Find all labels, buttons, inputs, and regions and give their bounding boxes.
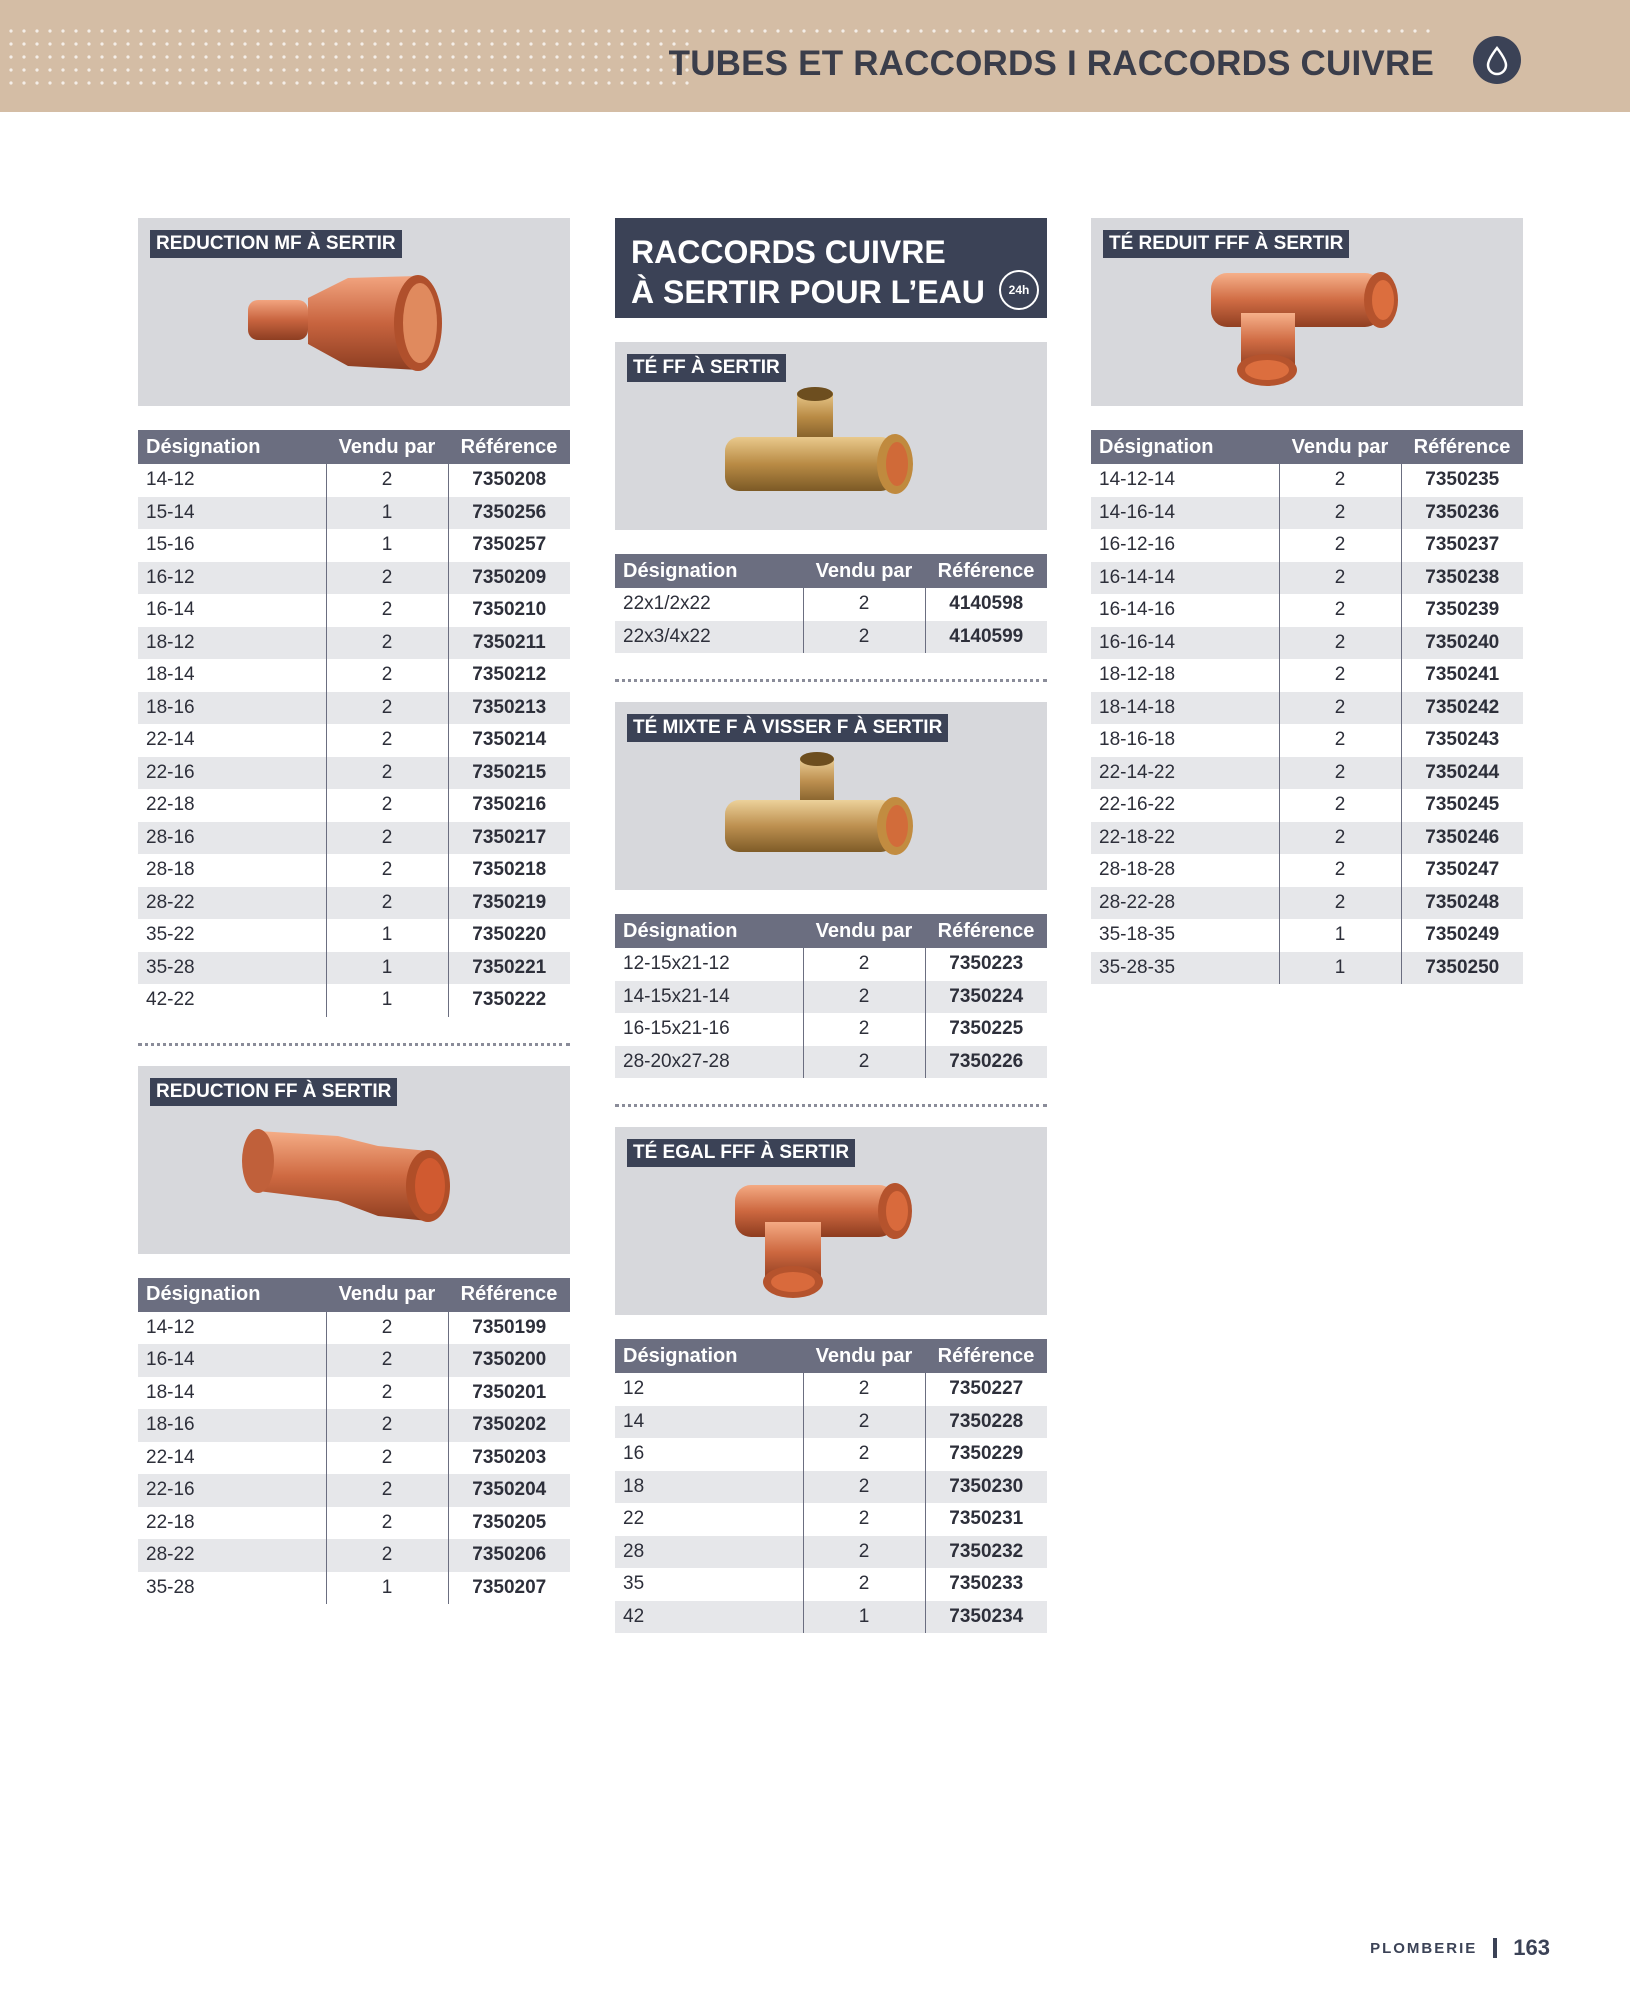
designation-cell: 42-22 <box>146 989 195 1011</box>
vendu-par-cell: 2 <box>1279 562 1401 595</box>
table-row <box>138 757 570 790</box>
table-row <box>138 627 570 660</box>
table-row <box>138 724 570 757</box>
vendu-par-cell: 1 <box>326 529 448 562</box>
reference-cell: 7350203 <box>448 1442 570 1475</box>
designation-cell: 14-12-14 <box>1099 469 1176 491</box>
vendu-par-cell: 2 <box>326 887 448 920</box>
product-title: TÉ FF À SERTIR <box>627 354 786 382</box>
vendu-par-cell: 1 <box>1279 919 1401 952</box>
vendu-par-cell: 2 <box>1279 659 1401 692</box>
product-photo <box>1091 218 1523 406</box>
designation-cell: 14-12 <box>146 469 195 491</box>
copper-reduced-tee-image <box>1181 258 1421 398</box>
reference-cell: 7350229 <box>925 1438 1047 1471</box>
vendu-par-cell: 2 <box>803 1536 925 1569</box>
vendu-par-cell: 2 <box>326 1377 448 1410</box>
table-row <box>138 1474 570 1507</box>
product-te-egal <box>615 1127 1047 1633</box>
table-row <box>615 1406 1047 1439</box>
table-row <box>1091 757 1523 790</box>
col-header-designation: Désignation <box>615 914 803 948</box>
col-header-vendu: Vendu par <box>326 430 448 464</box>
designation-cell: 18-16 <box>138 692 326 725</box>
reference-cell: 7350205 <box>448 1507 570 1540</box>
reference-cell: 7350208 <box>448 464 570 497</box>
product-title: TÉ EGAL FFF À SERTIR <box>627 1139 855 1167</box>
table-row <box>1091 529 1523 562</box>
reference-cell: 7350214 <box>448 724 570 757</box>
reference-cell: 7350227 <box>925 1373 1047 1406</box>
designation-cell: 14-15x21-14 <box>615 981 803 1014</box>
table-row <box>615 1046 1047 1079</box>
reference-cell: 7350210 <box>448 594 570 627</box>
product-table <box>615 554 1047 653</box>
vendu-par-cell: 2 <box>1279 692 1401 725</box>
designation-cell: 18-12-18 <box>1099 664 1176 686</box>
vendu-par-cell: 2 <box>1279 789 1401 822</box>
reference-cell: 7350239 <box>1401 594 1523 627</box>
dotted-separator <box>615 679 1047 682</box>
reference-cell: 7350217 <box>448 822 570 855</box>
table-row <box>1091 919 1523 952</box>
vendu-par-cell: 2 <box>803 1438 925 1471</box>
reference-cell: 7350243 <box>1401 724 1523 757</box>
table-row <box>615 588 1047 621</box>
table-row <box>138 1572 570 1605</box>
column-left <box>138 218 570 1630</box>
table-row <box>138 1377 570 1410</box>
col-header-vendu: Vendu par <box>803 554 925 588</box>
product-photo <box>615 702 1047 890</box>
table-row <box>615 1471 1047 1504</box>
reference-cell: 7350209 <box>448 562 570 595</box>
designation-cell: 22-18 <box>146 794 195 816</box>
table-row <box>138 1409 570 1442</box>
brass-tee-image <box>705 382 945 522</box>
product-title: REDUCTION FF À SERTIR <box>150 1078 397 1106</box>
table-row <box>138 789 570 822</box>
table-row <box>138 1442 570 1475</box>
reference-cell: 7350235 <box>1401 464 1523 497</box>
brass-mixed-tee-image <box>705 742 945 882</box>
vendu-par-cell: 2 <box>326 659 448 692</box>
table-row <box>1091 887 1523 920</box>
vendu-par-cell: 2 <box>326 627 448 660</box>
water-drop-icon <box>1473 36 1521 84</box>
vendu-par-cell: 2 <box>803 1471 925 1504</box>
vendu-par-cell: 2 <box>326 854 448 887</box>
designation-cell: 28-18-28 <box>1099 859 1176 881</box>
designation-cell: 22-14 <box>146 729 195 751</box>
table-row <box>1091 627 1523 660</box>
vendu-par-cell: 2 <box>1279 464 1401 497</box>
designation-cell: 12-15x21-12 <box>623 953 730 975</box>
designation-cell: 22x1/2x22 <box>623 593 711 615</box>
table-row <box>1091 724 1523 757</box>
vendu-par-cell: 2 <box>326 1507 448 1540</box>
table-row <box>138 919 570 952</box>
col-header-vendu: Vendu par <box>326 1278 448 1312</box>
vendu-par-cell: 2 <box>326 1312 448 1345</box>
reference-cell: 7350242 <box>1401 692 1523 725</box>
designation-cell: 28-22 <box>138 887 326 920</box>
reference-cell: 7350212 <box>448 659 570 692</box>
vendu-par-cell: 2 <box>326 1442 448 1475</box>
copper-equal-tee-image <box>705 1167 945 1307</box>
vendu-par-cell: 2 <box>326 724 448 757</box>
footer-section-label: PLOMBERIE <box>1370 1939 1478 1957</box>
table-row <box>138 952 570 985</box>
designation-cell: 14 <box>615 1406 803 1439</box>
dotted-separator <box>615 1104 1047 1107</box>
reference-cell: 7350226 <box>925 1046 1047 1079</box>
designation-cell: 18-14-18 <box>1091 692 1279 725</box>
vendu-par-cell: 2 <box>326 1539 448 1572</box>
vendu-par-cell: 2 <box>326 464 448 497</box>
vendu-par-cell: 2 <box>803 1503 925 1536</box>
vendu-par-cell: 2 <box>1279 724 1401 757</box>
col-header-reference: Référence <box>925 554 1047 588</box>
table-row <box>1091 464 1523 497</box>
vendu-par-cell: 2 <box>803 948 925 981</box>
dotted-separator <box>138 1043 570 1046</box>
vendu-par-cell: 2 <box>1279 854 1401 887</box>
table-row <box>1091 789 1523 822</box>
column-middle <box>615 218 1047 1659</box>
designation-cell: 22 <box>623 1508 645 1530</box>
table-row <box>138 562 570 595</box>
vendu-par-cell: 2 <box>326 562 448 595</box>
col-header-vendu: Vendu par <box>1279 430 1401 464</box>
section-header <box>615 218 1047 318</box>
designation-cell: 28-16 <box>138 822 326 855</box>
reference-cell: 7350213 <box>448 692 570 725</box>
reference-cell: 7350256 <box>448 497 570 530</box>
table-row <box>1091 822 1523 855</box>
designation-cell: 16-12-16 <box>1099 534 1176 556</box>
vendu-par-cell: 2 <box>803 1046 925 1079</box>
designation-cell: 22x3/4x22 <box>615 621 803 654</box>
designation-cell: 16-12 <box>138 562 326 595</box>
designation-cell: 18-12 <box>138 627 326 660</box>
table-row <box>138 529 570 562</box>
section-title-line2: À SERTIR POUR L’EAU <box>631 274 985 310</box>
designation-cell: 22-16 <box>138 1474 326 1507</box>
designation-cell: 35 <box>623 1573 645 1595</box>
table-row <box>138 594 570 627</box>
reference-cell: 4140599 <box>925 621 1047 654</box>
page-title: TUBES ET RACCORDS I RACCORDS CUIVRE <box>668 44 1434 83</box>
vendu-par-cell: 2 <box>1279 887 1401 920</box>
reference-cell: 7350248 <box>1401 887 1523 920</box>
vendu-par-cell: 1 <box>326 984 448 1017</box>
column-right <box>1091 218 1523 1010</box>
vendu-par-cell: 2 <box>1279 822 1401 855</box>
col-header-reference: Référence <box>925 914 1047 948</box>
reference-cell: 7350233 <box>925 1568 1047 1601</box>
product-te-mixte <box>615 702 1047 1078</box>
product-te-ff <box>615 342 1047 653</box>
reference-cell: 7350241 <box>1401 659 1523 692</box>
table-row <box>1091 854 1523 887</box>
vendu-par-cell: 1 <box>326 1572 448 1605</box>
reference-cell: 7350211 <box>448 627 570 660</box>
vendu-par-cell: 1 <box>326 919 448 952</box>
vendu-par-cell: 2 <box>803 1568 925 1601</box>
table-row <box>615 621 1047 654</box>
reference-cell: 7350230 <box>925 1471 1047 1504</box>
reference-cell: 7350232 <box>925 1536 1047 1569</box>
vendu-par-cell: 2 <box>326 594 448 627</box>
designation-cell: 16-14 <box>138 1344 326 1377</box>
designation-cell: 18 <box>615 1471 803 1504</box>
designation-cell: 22-16 <box>138 757 326 790</box>
col-header-designation: Désignation <box>1091 430 1279 464</box>
reference-cell: 7350245 <box>1401 789 1523 822</box>
vendu-par-cell: 2 <box>326 822 448 855</box>
vendu-par-cell: 2 <box>326 757 448 790</box>
reference-cell: 7350200 <box>448 1344 570 1377</box>
reference-cell: 7350246 <box>1401 822 1523 855</box>
product-table <box>138 1278 570 1605</box>
vendu-par-cell: 2 <box>803 588 925 621</box>
designation-cell: 16 <box>623 1443 645 1465</box>
col-header-vendu: Vendu par <box>803 1339 925 1373</box>
vendu-par-cell: 2 <box>1279 594 1401 627</box>
product-table <box>615 1339 1047 1633</box>
vendu-par-cell: 1 <box>803 1601 925 1634</box>
product-title: TÉ MIXTE F À VISSER F À SERTIR <box>627 714 948 742</box>
table-row <box>1091 659 1523 692</box>
designation-cell: 35-22 <box>146 924 195 946</box>
reference-cell: 7350218 <box>448 854 570 887</box>
designation-cell: 22-14 <box>146 1446 195 1468</box>
designation-cell: 14-16-14 <box>1091 497 1279 530</box>
table-row <box>615 1536 1047 1569</box>
page-footer <box>1370 1935 1550 1961</box>
table-row <box>138 854 570 887</box>
vendu-par-cell: 2 <box>803 1406 925 1439</box>
reference-cell: 7350207 <box>448 1572 570 1605</box>
col-header-designation: Désignation <box>138 430 326 464</box>
vendu-par-cell: 2 <box>326 1344 448 1377</box>
table-row <box>615 1373 1047 1406</box>
col-header-designation: Désignation <box>138 1278 326 1312</box>
designation-cell: 28-20x27-28 <box>615 1046 803 1079</box>
col-header-designation: Désignation <box>615 1339 803 1373</box>
table-row <box>1091 562 1523 595</box>
col-header-reference: Référence <box>448 430 570 464</box>
table-row <box>615 1503 1047 1536</box>
reference-cell: 7350236 <box>1401 497 1523 530</box>
designation-cell: 22-18 <box>146 1511 195 1533</box>
designation-cell: 35-28 <box>138 952 326 985</box>
table-row <box>138 822 570 855</box>
product-photo <box>615 342 1047 530</box>
vendu-par-cell: 1 <box>1279 952 1401 985</box>
vendu-par-cell: 2 <box>803 981 925 1014</box>
product-reduction-mf <box>138 218 570 1017</box>
table-row <box>138 497 570 530</box>
designation-cell: 16-16-14 <box>1091 627 1279 660</box>
reference-cell: 7350206 <box>448 1539 570 1572</box>
reference-cell: 7350219 <box>448 887 570 920</box>
designation-cell: 28-22-28 <box>1091 887 1279 920</box>
designation-cell: 22-18-22 <box>1091 822 1279 855</box>
table-row <box>1091 594 1523 627</box>
designation-cell: 35-28 <box>146 1576 195 1598</box>
designation-cell: 18-16 <box>138 1409 326 1442</box>
vendu-par-cell: 2 <box>1279 497 1401 530</box>
page-number: 163 <box>1513 1935 1550 1960</box>
reference-cell: 7350202 <box>448 1409 570 1442</box>
reference-cell: 7350240 <box>1401 627 1523 660</box>
product-table <box>615 914 1047 1078</box>
reference-cell: 7350199 <box>448 1312 570 1345</box>
footer-divider <box>1493 1938 1497 1958</box>
copper-reducer-ff-image <box>228 1106 468 1236</box>
reference-cell: 7350247 <box>1401 854 1523 887</box>
table-row <box>1091 952 1523 985</box>
col-header-reference: Référence <box>925 1339 1047 1373</box>
product-te-reduit <box>1091 218 1523 984</box>
reference-cell: 7350220 <box>448 919 570 952</box>
product-title: REDUCTION MF À SERTIR <box>150 230 402 258</box>
reference-cell: 7350257 <box>448 529 570 562</box>
reference-cell: 7350221 <box>448 952 570 985</box>
reference-cell: 7350201 <box>448 1377 570 1410</box>
table-row <box>138 464 570 497</box>
reference-cell: 7350249 <box>1401 919 1523 952</box>
vendu-par-cell: 2 <box>803 1013 925 1046</box>
col-header-reference: Référence <box>448 1278 570 1312</box>
table-row <box>1091 497 1523 530</box>
product-reduction-ff <box>138 1066 570 1605</box>
designation-cell: 14-12 <box>146 1316 195 1338</box>
designation-cell: 18-14 <box>146 1381 195 1403</box>
reference-cell: 7350223 <box>925 948 1047 981</box>
table-row <box>615 1601 1047 1634</box>
reference-cell: 7350225 <box>925 1013 1047 1046</box>
designation-cell: 12 <box>623 1378 645 1400</box>
vendu-par-cell: 1 <box>326 952 448 985</box>
delivery-24h-icon: 24h <box>999 270 1039 310</box>
reference-cell: 7350238 <box>1401 562 1523 595</box>
product-photo <box>138 1066 570 1254</box>
table-row <box>138 1539 570 1572</box>
designation-cell: 16-15x21-16 <box>623 1018 730 1040</box>
reference-cell: 7350234 <box>925 1601 1047 1634</box>
vendu-par-cell: 2 <box>1279 627 1401 660</box>
vendu-par-cell: 2 <box>326 789 448 822</box>
table-row <box>1091 692 1523 725</box>
reference-cell: 7350224 <box>925 981 1047 1014</box>
reference-cell: 7350215 <box>448 757 570 790</box>
vendu-par-cell: 2 <box>803 621 925 654</box>
designation-cell: 15-16 <box>146 534 195 556</box>
vendu-par-cell: 2 <box>1279 757 1401 790</box>
product-photo <box>138 218 570 406</box>
vendu-par-cell: 2 <box>803 1373 925 1406</box>
reference-cell: 7350231 <box>925 1503 1047 1536</box>
reference-cell: 7350222 <box>448 984 570 1017</box>
section-title-line1: RACCORDS CUIVRE <box>631 234 946 270</box>
designation-cell: 22-14-22 <box>1091 757 1279 790</box>
product-table <box>1091 430 1523 984</box>
table-row <box>138 659 570 692</box>
header-band <box>0 0 1630 112</box>
table-row <box>138 1344 570 1377</box>
copper-reducer-image <box>228 258 468 388</box>
table-row <box>138 984 570 1017</box>
designation-cell: 22-16-22 <box>1099 794 1176 816</box>
product-title: TÉ REDUIT FFF À SERTIR <box>1103 230 1349 258</box>
table-row <box>615 948 1047 981</box>
designation-cell: 42 <box>615 1601 803 1634</box>
table-row <box>138 1312 570 1345</box>
designation-cell: 16-14-16 <box>1099 599 1176 621</box>
reference-cell: 7350237 <box>1401 529 1523 562</box>
designation-cell: 28-22 <box>138 1539 326 1572</box>
table-row <box>138 1507 570 1540</box>
vendu-par-cell: 2 <box>326 1474 448 1507</box>
table-row <box>615 1438 1047 1471</box>
product-photo <box>615 1127 1047 1315</box>
vendu-par-cell: 1 <box>326 497 448 530</box>
vendu-par-cell: 2 <box>1279 529 1401 562</box>
designation-cell: 35-18-35 <box>1099 924 1176 946</box>
designation-cell: 28-18 <box>146 859 195 881</box>
designation-cell: 16-14-14 <box>1091 562 1279 595</box>
designation-cell: 28 <box>615 1536 803 1569</box>
designation-cell: 35-28-35 <box>1091 952 1279 985</box>
designation-cell: 18-14 <box>146 664 195 686</box>
table-row <box>615 1013 1047 1046</box>
designation-cell: 16-14 <box>146 599 195 621</box>
reference-cell: 7350250 <box>1401 952 1523 985</box>
table-row <box>138 692 570 725</box>
vendu-par-cell: 2 <box>326 1409 448 1442</box>
col-header-vendu: Vendu par <box>803 914 925 948</box>
product-table <box>138 430 570 1017</box>
col-header-reference: Référence <box>1401 430 1523 464</box>
vendu-par-cell: 2 <box>326 692 448 725</box>
reference-cell: 7350244 <box>1401 757 1523 790</box>
designation-cell: 18-16-18 <box>1099 729 1176 751</box>
reference-cell: 7350204 <box>448 1474 570 1507</box>
designation-cell: 15-14 <box>138 497 326 530</box>
table-row <box>615 981 1047 1014</box>
col-header-designation: Désignation <box>615 554 803 588</box>
table-row <box>615 1568 1047 1601</box>
reference-cell: 7350228 <box>925 1406 1047 1439</box>
table-row <box>138 887 570 920</box>
reference-cell: 4140598 <box>925 588 1047 621</box>
reference-cell: 7350216 <box>448 789 570 822</box>
